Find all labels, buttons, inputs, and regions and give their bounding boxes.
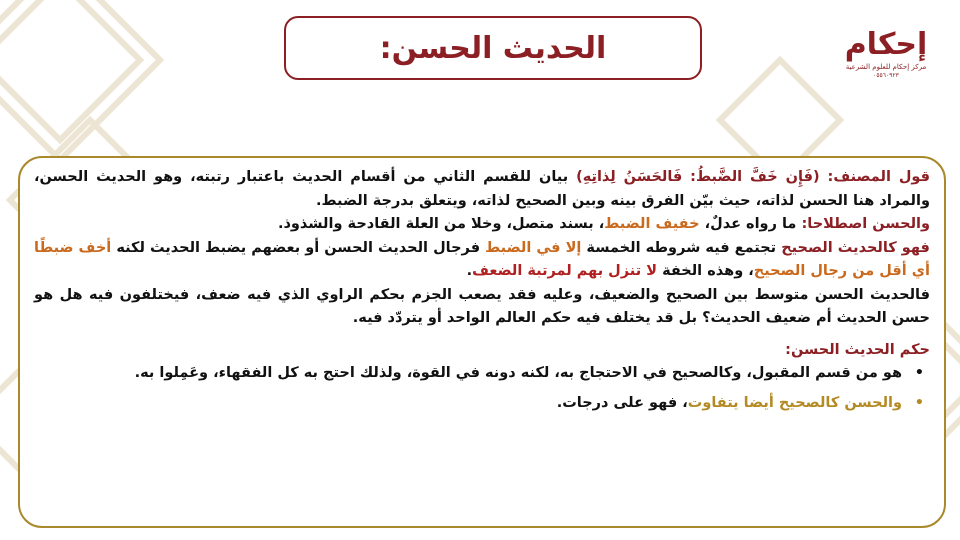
ruling-item-2-text: ، فهو على درجات. <box>556 394 688 411</box>
definition-highlight: خفيف الضبط <box>604 216 700 232</box>
label-author-statement: قول المصنف: <box>827 169 931 185</box>
comparison-text-d: . <box>466 263 473 279</box>
content-text <box>34 166 930 415</box>
logo-mark: إحكام <box>844 27 928 62</box>
ruling-item-1-text: هو من قسم المقبول، وكالصحيح في الاحتجاج به، لكنه دونه في القوة، ولذلك احتج به كل الفقهاء، وعَمِلوا به. <box>134 365 902 381</box>
paragraph-author-statement <box>34 166 930 213</box>
logo-number: ٠٥٥٦٠٩٢٣ <box>873 72 899 79</box>
comparison-text-b: فرجال الحديث الحسن أو بعضهم يضبط الحديث لكنه <box>116 239 481 256</box>
definition-text-a: ما رواه عدلٌ، <box>704 216 797 232</box>
ruling-list <box>34 362 930 415</box>
brand-logo <box>836 28 936 92</box>
title-box <box>284 16 702 80</box>
author-quote: (فَإِن خَفَّ الضَّبطُ: فَالحَسَنُ لِذاتِهِ) <box>576 169 820 185</box>
content-box <box>18 156 946 528</box>
bullet-icon: • <box>914 394 924 411</box>
ruling-item-2-highlight: والحسن كالصحيح أيضا يتفاوت <box>687 394 902 411</box>
paragraph-summary: فالحديث الحسن متوسط بين الصحيح والضعيف، وعليه فقد يصعب الجزم بحكم الراوي الذي فيه ضعف، فيختلفون فيه هل هو حسن الحديث أم ضعيف الحديث؟ بل قد يختلف فيه حكم العالم الواحد أو يتردّد فيه. <box>34 286 930 326</box>
section-gap <box>34 331 930 339</box>
paragraph-definition <box>34 213 930 237</box>
label-definition: والحسن اصطلاحا: <box>801 216 930 232</box>
comparison-highlight-b: أخف ضبطًا أي أقل من رجال الصحيح <box>34 239 930 279</box>
comparison-highlight-c: لا تنزل بهم لمرتبة الضعف <box>472 263 657 279</box>
definition-text-b: ، بسند متصل، وخلا من العلة القادحة والشذوذ. <box>277 216 605 232</box>
logo-subtitle: مركز إحكام للعلوم الشرعية <box>845 63 927 71</box>
list-item <box>34 362 930 386</box>
page-title: الحديث الحسن: <box>379 30 607 66</box>
comparison-lead: فهو كالحديث الصحيح <box>781 239 930 256</box>
comparison-text-a: تجتمع فيه شروطه الخمسة <box>586 239 777 256</box>
comparison-highlight-a: إلا في الضبط <box>485 239 582 256</box>
bullet-icon: • <box>914 365 924 381</box>
author-statement-text: بيان للقسم الثاني من أقسام الحديث باعتبار رتبته، وهو الحديث الحسن، والمراد هنا الحسن لذاته، حيث بيّن الفرق بينه وبين الصحيح لذاته، ويتعلق بدرجة الضبط. <box>34 169 930 209</box>
paragraph-comparison <box>34 237 930 284</box>
ruling-heading: حكم الحديث الحسن: <box>785 341 930 358</box>
comparison-text-c: ، وهذه الخفة <box>662 263 754 279</box>
list-item <box>34 392 930 416</box>
